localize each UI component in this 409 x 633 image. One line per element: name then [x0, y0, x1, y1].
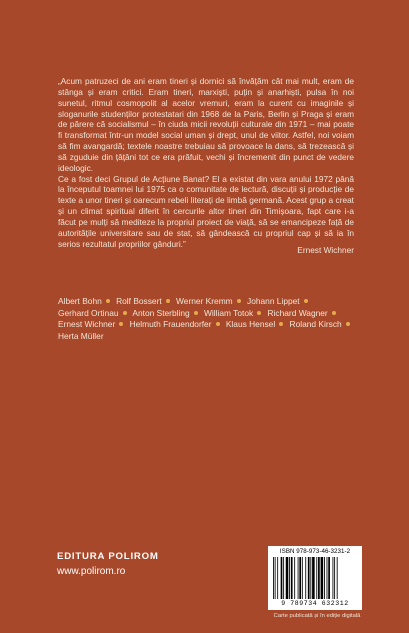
- barcode-bar: [327, 557, 328, 599]
- barcode-bar: [302, 557, 303, 599]
- quote-author: Ernest Wichner: [297, 245, 354, 255]
- isbn-label: ISBN 978-973-46-3231-2: [279, 548, 351, 555]
- barcode-bar: [310, 557, 311, 599]
- bullet-icon: [346, 322, 350, 326]
- barcode-bar: [281, 557, 283, 599]
- author-name: Richard Wagner: [267, 307, 328, 318]
- author-name: Anton Sterbling: [132, 307, 190, 318]
- author-name: Rolf Bossert: [116, 296, 162, 306]
- author-name: Albert Bohn: [58, 296, 102, 306]
- bullet-icon: [106, 299, 110, 303]
- barcode-bar: [308, 557, 310, 599]
- barcode-bar: [294, 557, 295, 599]
- author-name: Werner Kremm: [176, 296, 233, 306]
- publisher-name: EDITURA POLIROM: [57, 551, 159, 562]
- bullet-icon: [237, 299, 241, 303]
- barcode-bar: [316, 557, 317, 599]
- barcode-bar: [286, 557, 289, 599]
- barcode-bar: [312, 557, 315, 599]
- barcode-bar: [305, 557, 306, 599]
- bullet-icon: [194, 311, 198, 315]
- author-name: Herta Müller: [58, 330, 104, 341]
- bullet-icon: [123, 311, 127, 315]
- author-name: Roland Kirsch: [289, 319, 342, 330]
- author-name: Helmuth Frauendorfer: [129, 319, 212, 330]
- barcode-bar: [277, 557, 278, 599]
- author-name: Klaus Hensel: [225, 319, 276, 330]
- quote-block: [58, 76, 354, 250]
- barcode-bar: [333, 557, 334, 599]
- bullet-icon: [304, 299, 308, 303]
- barcode-bar: [318, 557, 320, 599]
- barcode-digits: 9 789734 632312: [281, 600, 349, 607]
- author-name: Johann Lippet: [247, 296, 300, 306]
- author-list: [58, 296, 358, 342]
- bullet-icon: [119, 322, 123, 326]
- author-name: William Totok: [204, 307, 254, 318]
- barcode-bar: [273, 557, 274, 599]
- publisher-website: www.polirom.ro: [57, 566, 126, 577]
- barcode-bar: [275, 557, 276, 599]
- barcode-bar: [321, 557, 324, 599]
- barcode-box: [268, 546, 362, 610]
- quote-paragraph-1: „Acum patruzeci de ani eram tineri și dornici să învățăm cât mai mult, eram de stânga și eram critici. Eram tineri, marxiști, puțin și anarhiști, pulsa în noi sunetul, ritmul cosmopolit al acelor vremuri, eram la curent cu imaginile și sloganurile studenților protestatari din 1968 de la Paris, Berlin și Praga și eram de părere că socialismul – în ciuda micii revoluții culturale din 1971 – mai poate fi transformat într-un model social uman și drept, unul de viitor. Astfel, noi voiam să fim avangardă; textele noastre trebuiau să provoace la dans, să trezească și să zguduie din țâțâni tot ce era prăfuit, vechi și încremenit din punct de vedere ideologic.: [58, 76, 354, 173]
- author-name: Ernest Wichner: [58, 319, 116, 330]
- barcode-bar: [299, 557, 301, 599]
- bullet-icon: [257, 311, 261, 315]
- barcode-image: [273, 557, 357, 601]
- barcode-bar: [324, 557, 325, 599]
- bullet-icon: [332, 311, 336, 315]
- barcode-bar: [328, 557, 330, 599]
- quote-paragraph-2: Ce a fost deci Grupul de Acțiune Banat? El a existat din vara anului 1972 până la începutul toamnei lui 1975 ca o comunitate de lectură, discuții și producție de texte a unor tineri și oarecum rebeli literați de limbă germană. Acest grup a creat și un climat spiritual diferit în cercurile altor tineri din Timișoara, fapt care i-a făcut pe mulți să mediteze la propriul proiect de viață, să se emancipeze față de autoritățile universitare sau de stat, să gândească cu propriul cap și să ia în serios rezultatul propriilor gânduri.”: [58, 173, 354, 249]
- barcode-bar: [291, 557, 293, 599]
- barcode-bar: [298, 557, 299, 599]
- author-name: Gerhard Ortinau: [58, 307, 119, 318]
- barcode-bar: [334, 557, 335, 599]
- bullet-icon: [279, 322, 283, 326]
- barcode-bar: [283, 557, 284, 599]
- bullet-icon: [216, 322, 220, 326]
- digital-edition-note: Carte publicată și în ediție digitală: [273, 613, 361, 619]
- bullet-icon: [166, 299, 170, 303]
- barcode-bar: [337, 557, 338, 599]
- barcode-bar: [289, 557, 290, 599]
